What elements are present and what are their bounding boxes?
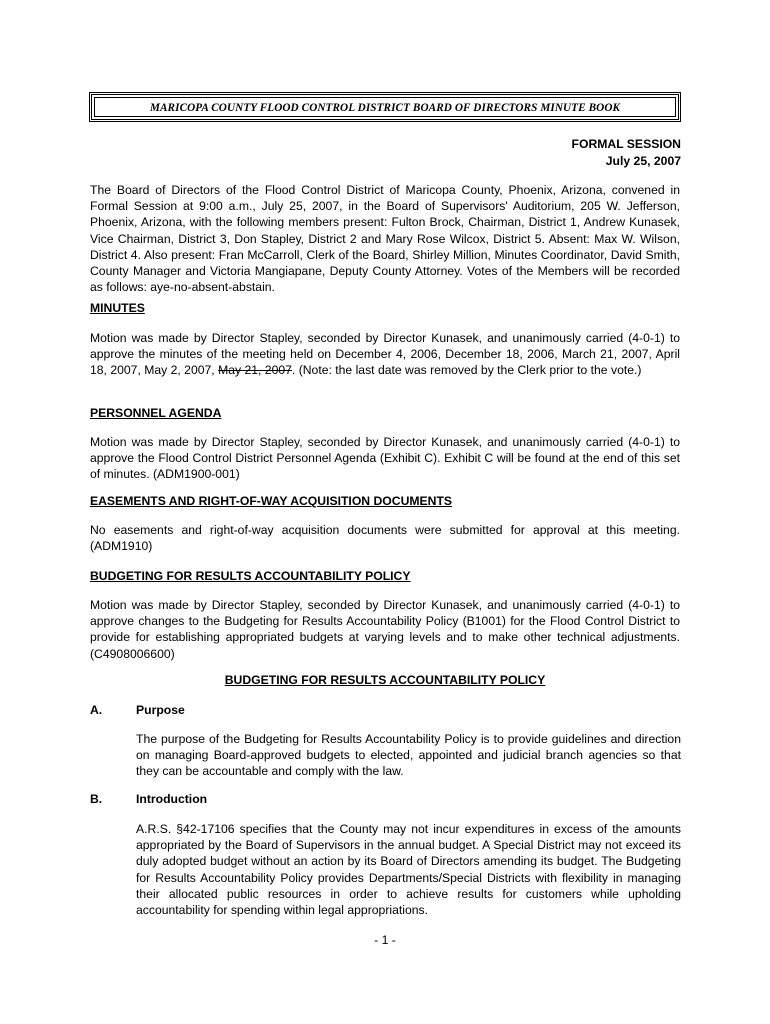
session-date: July 25, 2007 [605,154,681,168]
minutes-text-after: . (Note: the last date was removed by the Clerk prior to the vote.) [291,363,642,378]
page-number: - 1 - [374,933,396,947]
budgeting-paragraph: Motion was made by Director Stapley, seconded by Director Kunasek, and unanimously carried (4-0-1) to approve changes to the Budgeting for Results Accountability Policy (B1001) for the Flood Control District to provide for establishing appropriated budgets at varying levels and to make other technical adjustments. (C4908006600) [90,598,680,661]
section-a-letter: A. [90,703,103,717]
personnel-paragraph: Motion was made by Director Stapley, seconded by Director Kunasek, and unanimously carried (4-0-1) to approve the Flood Control District Personnel Agenda (Exhibit C). Exhibit C will be found at the end of this set of minutes. (ADM1900-001) [90,435,680,482]
easements-heading: EASEMENTS AND RIGHT-OF-WAY ACQUISITION DOCUMENTS [90,494,453,508]
session-info [572,136,681,170]
section-b-title: Introduction [136,792,208,806]
policy-title: BUDGETING FOR RESULTS ACCOUNTABILITY POLICY [224,673,546,687]
header-box [89,92,681,122]
personnel-heading: PERSONNEL AGENDA [90,406,222,420]
session-type: FORMAL SESSION [571,137,681,151]
minutes-paragraph [90,330,680,379]
minutes-text-before: Motion was made by Director Stapley, seconded by Director Kunasek, and unanimously carried (4-0-1) to approve the minutes of the meeting held on December 4, 2006, December 18, 2006, March 21, 2007, April 18, 2007, May 2, 2007, [90,331,680,378]
intro-paragraph: The Board of Directors of the Flood Control District of Maricopa County, Phoenix, Arizona, convened in Formal Session at 9:00 a.m., July 25, 2007, in the Board of Supervisors' Auditorium, 205 W. Jefferson, Phoenix, Arizona, with the following members present: Fulton Brock, Chairman, District 1, Andrew Kunasek, Vice Chairman, District 3, Don Stapley, District 2 and Mary Rose Wilcox, District 5. Absent: Max W. Wilson, District 4. Also present: Fran McCarroll, Clerk of the Board, Shirley Million, Minutes Coordinator, David Smith, County Manager and Victoria Mangiapane, Deputy County Attorney. Votes of the Members will be recorded as follows: aye-no-absent-abstain. [90,183,680,295]
minutes-struck-date: May 21, 2007 [218,363,292,378]
section-b-text: A.R.S. §42-17106 specifies that the County may not incur expenditures in excess of the amounts appropriated by the Board of Supervisors in the annual budget. A Special District may not exceed its duly adopted budget without an action by its Board of Directors amending its budget. The Budgeting for Results Accountability Policy provides Departments/Special Districts with flexibility in managing their allocated public resources in order to achieve results for customers while upholding accountability for spending within legal appropriations. [136,822,681,918]
section-b-letter: B. [90,792,103,806]
section-a-title: Purpose [136,703,185,717]
easements-paragraph: No easements and right-of-way acquisition documents were submitted for approval at this meeting. (ADM1910) [90,523,680,554]
budgeting-heading: BUDGETING FOR RESULTS ACCOUNTABILITY POLICY [90,569,411,583]
minute-book-title: MARICOPA COUNTY FLOOD CONTROL DISTRICT BOARD OF DIRECTORS MINUTE BOOK [149,102,621,114]
minutes-heading: MINUTES [90,301,145,315]
section-a-text: The purpose of the Budgeting for Results Accountability Policy is to provide guidelines and direction on managing Board-approved budgets to elected, appointed and judicial branch agencies so that they can be accountable and comply with the law. [136,732,681,779]
